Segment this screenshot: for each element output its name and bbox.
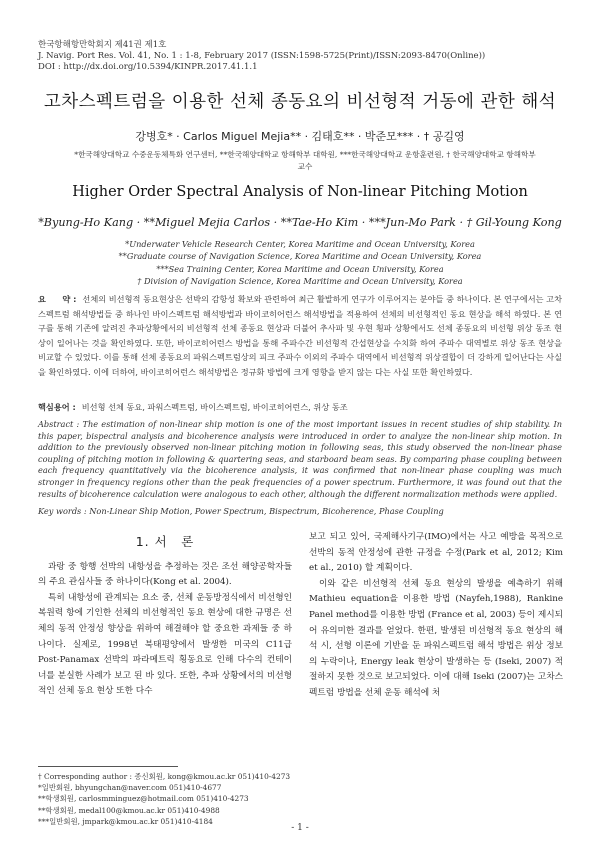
abstract-english-label: Abstract :: [38, 419, 80, 429]
authors-korean: 강병호* · Carlos Miguel Mejia** · 김태호** · 박준모*** · † 공길영: [135, 130, 465, 143]
affiliations-korean: [70, 149, 540, 173]
section-title: 1. 서 론: [135, 534, 195, 549]
journal-header: [38, 40, 485, 73]
affiliation-line: ***Sea Training Center, Korea Maritime and Ocean University, Korea: [156, 263, 444, 274]
footnotes: [38, 771, 298, 827]
affiliation-line: *Underwater Vehicle Research Center, Korea Maritime and Ocean University, Korea: [125, 239, 475, 249]
keywords-english: [38, 506, 562, 516]
doi-link[interactable]: DOI : http://dx.doi.org/10.5394/KINPR.2017.41.1.1: [38, 62, 258, 72]
abstract-korean: [38, 292, 562, 379]
body-column-right: [309, 530, 563, 702]
footnote-author: **학생회원, medal100@kmou.ac.kr 051)410-4988: [38, 805, 220, 815]
abstract-korean-label: 요 약 :: [38, 294, 77, 304]
title-english: Higher Order Spectral Analysis of Non-linear Pitching Motion: [72, 184, 528, 200]
footnote-divider: [38, 766, 178, 767]
body-paragraph: 특히 내항성에 관계되는 요소 중, 선체 운동방정식에서 비선형인 복원력 항에 기인한 선체의 비선형적인 동요 현상에 대한 규명은 선체의 동적 안정성 향상을 위하여 해결해야 할 중요한 과제들 중 하나이다. 실제로, 1998년 북태평양에서 발생한 미국의 C11급 Post-Panamax 선박의 파라메트릭 횡동요로 인해 다수의 컨테이너를 분실한 사례가 보고 된 바 있다. 또한, 추파 상황에서의 비선형적인 선체 동요 현상 또한 다수: [38, 592, 292, 697]
keywords-english-text: Non-Linear Ship Motion, Power Spectrum, Bispectrum, Bicoherence, Phase Coupling: [89, 506, 444, 516]
body-paragraph: 보고 되고 있어, 국제해사기구(IMO)에서는 사고 예방을 목적으로 선박의 동적 안정성에 관한 규정을 수정(Park et al, 2012; Kim et al., 2010) 할 계획이다.: [309, 532, 563, 574]
affiliation-line: **Graduate course of Navigation Science, Korea Maritime and Ocean University, Korea: [118, 251, 482, 262]
body-paragraph: 과랑 중 항행 선박의 내항성을 추정하는 것은 조선 해양공학자들의 주요 관심사들 중 하나이다(Kong et al. 2004).: [38, 561, 292, 588]
footnote-corresponding-author: † Corresponding author : 종신회원, kong@kmou.ac.kr 051)410-4273: [38, 772, 291, 781]
abstract-english-text: The estimation of non-linear ship motion is one of the most important issues in recent studies of ship stability. In this paper, bispectral analysis and bicoherence analysis were introduced in order to analyze the non-linear ship motion. In addition to the previously observed non-linear pitching motion in following seas, this study observed the non-linear phase coupling of pitching motion in following & quartering seas, and starboard beam seas. By comparing phase coupling between each frequency quantitatively via the bicoherence analysis, it was confirmed that non-linear phase coupling was much stronger in frequency regions other than the peak frequencies of a power spectrum. Furthermore, it was found out that the results of bicoherence calculation were analogous to each other, although the different normalization methods were applied.: [38, 419, 562, 499]
body-paragraph: 이와 같은 비선형적 선체 동요 현상의 발생을 예측하기 위해 Mathieu equation을 이용한 방법 (Nayfeh,1988), Rankine Panel method를 이용한 방법 (France et al, 2003) 등이 제시되어 유의미한 결과를 얻었다. 한편, 발생된 비선형적 동요 현상의 해석 시, 선형 이론에 기반을 둔 파워스펙트럼 해석 방법은 위상 정보의 누락이나, Energy leak 현상이 발생하는 등 (Iseki, 2007) 적절하지 못한 것으로 보고되었다. 이에 대해 Iseki (2007)는 고차스펙트럼 방법을 선체 운동 해석에 처: [309, 578, 563, 698]
page-number: - 1 -: [291, 823, 309, 833]
journal-name-ko: 한국항해항만학회지 제41권 제1호: [38, 40, 167, 50]
keywords-korean: [38, 402, 562, 413]
affiliation-line: † Division of Navigation Science, Korea Maritime and Ocean University, Korea: [137, 275, 463, 286]
footnote-author: **학생회원, carlosmminguez@hotmail.com 051)410-4273: [38, 794, 249, 804]
abstract-korean-text: 선체의 비선형적 동요현상은 선박의 감항성 확보와 관련하여 최근 활발하게 연구가 이루어지는 분야들 중 하나이다. 본 연구에서는 고차 스펙트럼 해석방법들 중 하나인 바이스펙트럼 해석방법과 바이코히어런스 해석방법을 적용하여 선체의 비선형적인 동요 현상을 해석 하였다. 본 연구를 통해 기존에 알려진 추파상황에서의 비선형적 선체 종동요 현상과 더불어 추사파 및 우현 횡파 상황에서도 선체 종동요의 비선형 위상 동조 현상이 일어나는 것을 확인하였다. 또한, 바이코히어런스 방법을 통해 주파수간 비선형적 간섭현상을 수치화 하여 주파수 대역별로 위상 동조 현상을 비교할 수 있었다. 이를 통해 선체 종동요의 파워스펙트럼상의 피크 주파수 이외의 주파수 대역에서 비선형적 위상결합이 더 강하게 일어난다는 사실을 확인하였다. 이에 더하여, 바이코히어런스 해석방법은 정규화 방법에 크게 영향을 받지 않는 다는 사실 또한 확인하였다.: [38, 294, 562, 377]
journal-citation: J. Navig. Port Res. Vol. 41, No. 1 : 1-8, February 2017 (ISSN:1598-5725(Print)/ISSN:2093-8470(Online)): [38, 51, 486, 61]
authors-english: *Byung-Ho Kang · **Miguel Mejia Carlos · **Tae-Ho Kim · ***Jun-Mo Park · † Gil-Young Kong: [38, 216, 562, 229]
keywords-korean-label: 핵심용어 :: [38, 402, 76, 412]
footnote-author: *일반회원, bhyungchan@naver.com 051)410-4677: [38, 783, 222, 793]
footnote-author: ***일반회원, jmpark@kmou.ac.kr 051)410-4184: [38, 816, 213, 826]
affiliations-english: [0, 238, 600, 287]
title-korean: 고차스펙트럼을 이용한 선체 종동요의 비선형적 거동에 관한 해석: [43, 92, 557, 112]
body-column-left: [38, 530, 292, 700]
affiliation-line: *한국해양대학교 수중운동체특화 연구센터, **한국해양대학교 항해학부 대학원, ***한국해양대학교 운항훈련원, † 한국해양대학교 항해학부: [74, 150, 536, 159]
affiliation-line: 교수: [297, 162, 313, 171]
abstract-english: [38, 419, 562, 500]
keywords-korean-text: 비선형 선체 동요, 파워스펙트럼, 바이스펙트럼, 바이코히어런스, 위상 동조: [81, 402, 348, 412]
keywords-english-label: Key words :: [38, 506, 87, 516]
